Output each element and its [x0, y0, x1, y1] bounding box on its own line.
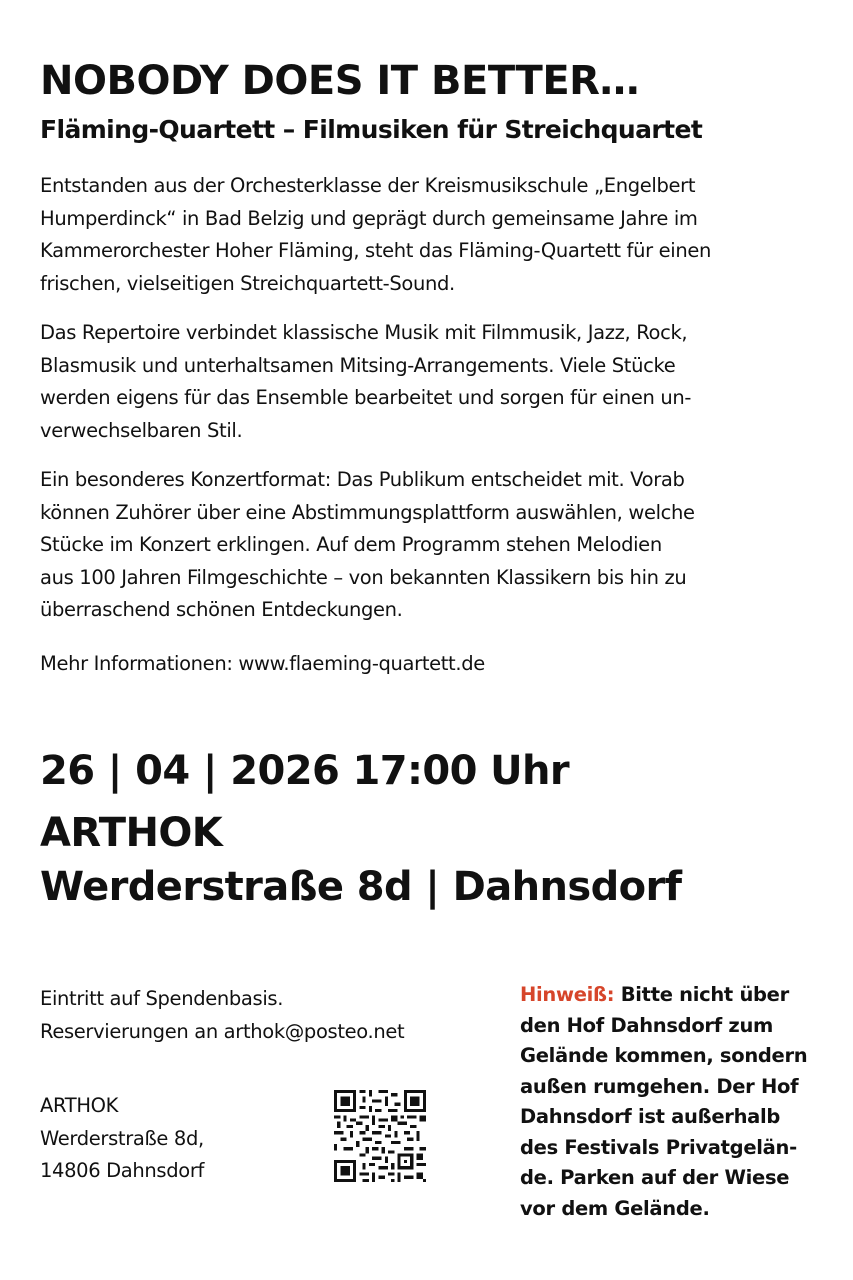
reservation-line: Reservierungen an arthok@posteo.net — [40, 1019, 405, 1043]
text-line: Humperdinck“ in Bad Belzig und geprägt durch gemeinsame Jahre im — [40, 206, 698, 230]
notice-line: den Hof Dahnsdorf zum — [520, 1013, 774, 1037]
text-line: können Zuhörer über eine Abstimmungsplattform auswählen, welche — [40, 500, 695, 524]
event-venue: ARTHOK — [40, 810, 223, 856]
admission-line: Eintritt auf Spendenbasis. — [40, 987, 284, 1010]
address-line: Werderstraße 8d, — [40, 1126, 204, 1150]
intro-paragraph-2 — [40, 317, 800, 447]
more-info-line — [40, 648, 800, 681]
address-line: 14806 Dahnsdorf — [40, 1159, 205, 1182]
text-line: werden eigens für das Ensemble bearbeitet und sorgen für einen un- — [40, 386, 692, 409]
page-title: NOBODY DOES IT BETTER… — [40, 58, 639, 104]
more-info-text: Mehr Informationen: www.flaeming-quartett.de — [40, 652, 485, 675]
text-line: Das Repertoire verbindet klassische Musik mit Filmmusik, Jazz, Rock, — [40, 321, 688, 344]
notice-line: des Festivals Privatgelän- — [520, 1135, 797, 1159]
qr-code-icon — [334, 1090, 426, 1182]
page-subtitle: Fläming-Quartett – Filmusiken für Streichquartet — [40, 115, 703, 144]
text-line: frischen, vielseitigen Streichquartett-Sound. — [40, 271, 455, 295]
notice-box — [520, 980, 840, 1224]
notice-label: Hinweiß: — [520, 983, 615, 1006]
text-line: Entstanden aus der Orchesterklasse der Kreismusikschule „Engelbert — [40, 174, 696, 197]
address-line: ARTHOK — [40, 1094, 119, 1117]
notice-text: Bitte nicht über — [614, 983, 789, 1006]
notice-line: außen rumgehen. Der Hof — [520, 1074, 799, 1098]
text-line: Stücke im Konzert erklingen. Auf dem Programm stehen Melodien — [40, 533, 662, 556]
notice-first-line — [520, 980, 840, 1011]
intro-paragraph-3 — [40, 464, 800, 627]
text-line: aus 100 Jahren Filmgeschichte – von bekannten Klassikern bis hin zu — [40, 565, 687, 589]
intro-paragraph-1 — [40, 170, 800, 300]
text-line: verwechselbaren Stil. — [40, 418, 243, 442]
text-line: Blasmusik und unterhaltsamen Mitsing-Arrangements. Viele Stücke — [40, 353, 676, 377]
notice-line: vor dem Gelände. — [520, 1196, 710, 1220]
event-address: Werderstraße 8d | Dahnsdorf — [40, 864, 682, 910]
admission-info — [40, 983, 404, 1048]
notice-line: Dahnsdorf ist außerhalb — [520, 1105, 781, 1128]
text-line: Kammerorchester Hoher Fläming, steht das Fläming-Quartett für einen — [40, 239, 711, 262]
postal-address — [40, 1090, 204, 1188]
notice-line: Gelände kommen, sondern — [520, 1044, 808, 1067]
notice-line: de. Parken auf der Wiese — [520, 1166, 790, 1189]
text-line: überraschend schönen Entdeckungen. — [40, 598, 403, 621]
text-line: Ein besonderes Konzertformat: Das Publikum entscheidet mit. Vorab — [40, 468, 685, 491]
event-datetime: 26 | 04 | 2026 17:00 Uhr — [40, 748, 570, 794]
